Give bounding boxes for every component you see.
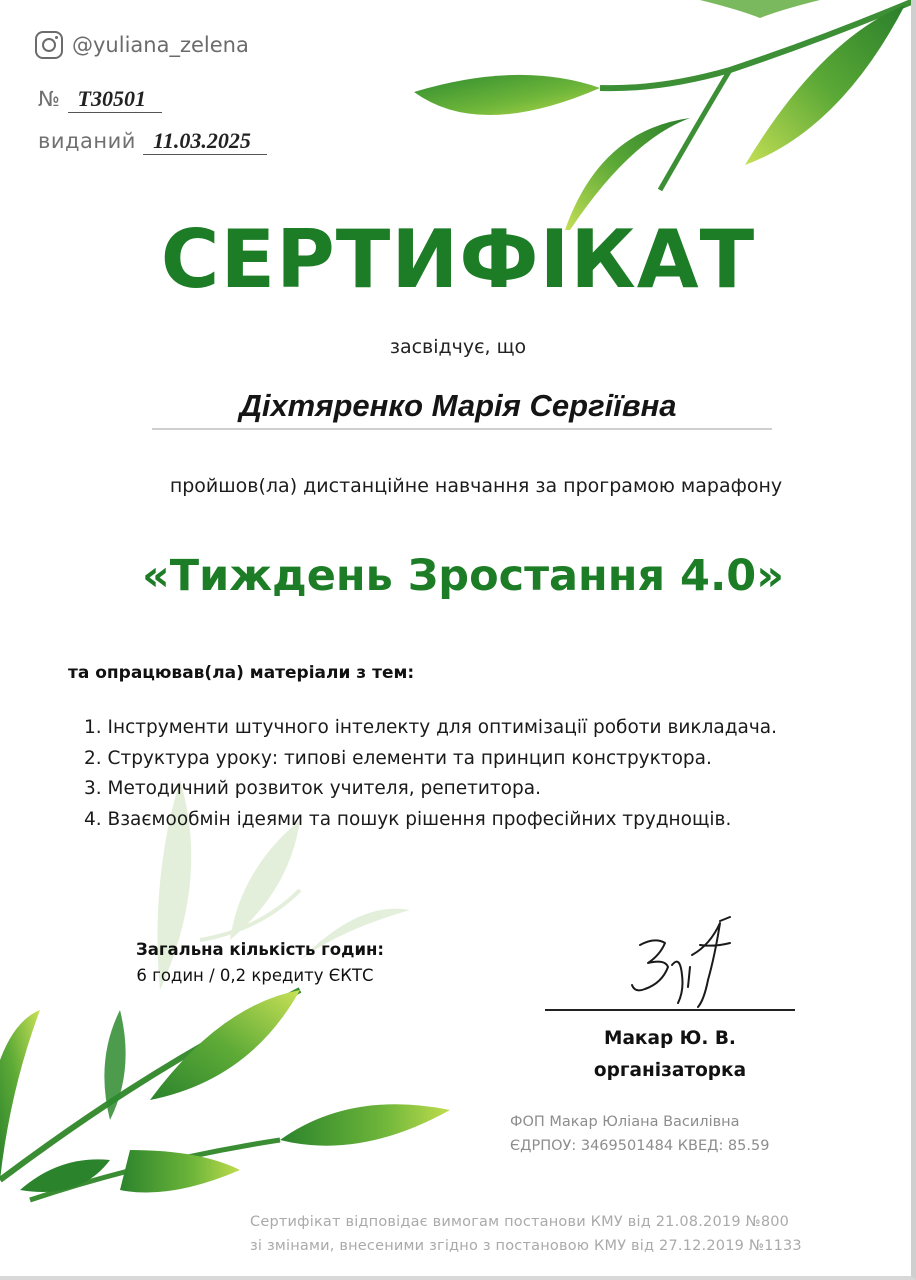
certificate-title: СЕРТИФІКАТ: [160, 213, 756, 306]
number-label: №: [38, 87, 61, 111]
signer-name: Макар Ю. В.: [604, 1028, 736, 1049]
footer-compliance-line-1: Сертифікат відповідає вимогам постанови КМУ від 21.08.2019 №800: [250, 1214, 790, 1230]
instagram-handle-text: @yuliana_zelena: [72, 33, 249, 57]
topic-item: 4. Взаємообмін ідеями та пошук рішення професійних труднощів.: [84, 808, 732, 830]
topic-item: 1. Інструменти штучного інтелекту для оптимізації роботи викладача.: [84, 717, 778, 738]
issue-date: [38, 128, 267, 155]
signature-line: [545, 1009, 795, 1011]
certificate-number: [38, 86, 162, 113]
certifies-text: засвідчує, що: [389, 336, 527, 358]
signature: [620, 915, 750, 1010]
signer-role: організаторка: [593, 1060, 747, 1081]
topic-item: 3. Методичний розвиток учителя, репетитора.: [84, 778, 541, 799]
topic-item: 2. Структура уроку: типові елементи та принцип конструктора.: [84, 747, 712, 769]
footer-compliance-line-2: зі змінами, внесеними згідно з постановою КМУ від 27.12.2019 №1133: [250, 1238, 802, 1254]
completed-text: пройшов(ла) дистанційне навчання за програмою марафону: [169, 475, 783, 497]
legal-codes: ЄДРПОУ: 3469501484 КВЕД: 85.59: [510, 1138, 770, 1154]
issued-value: 11.03.2025: [143, 128, 267, 155]
program-title: «Тиждень Зростання 4.0»: [141, 551, 785, 601]
topics-intro: та опрацював(ла) матеріали з тем:: [68, 663, 415, 683]
instagram-handle: [34, 30, 249, 60]
number-value: T30501: [68, 86, 162, 113]
legal-entity: ФОП Макар Юліана Василівна: [510, 1114, 740, 1130]
leaf-decoration-top-right: [400, 0, 916, 230]
topics-list: [84, 713, 777, 835]
hours-label: Загальна кількість годин:: [136, 940, 384, 959]
recipient-underline: [152, 428, 772, 430]
issued-label: виданий: [38, 129, 136, 153]
hours-value: 6 годин / 0,2 кредиту ЄКТС: [136, 966, 374, 985]
instagram-icon: [34, 30, 64, 60]
recipient-name: Діхтяренко Марія Сергіївна: [239, 388, 677, 423]
